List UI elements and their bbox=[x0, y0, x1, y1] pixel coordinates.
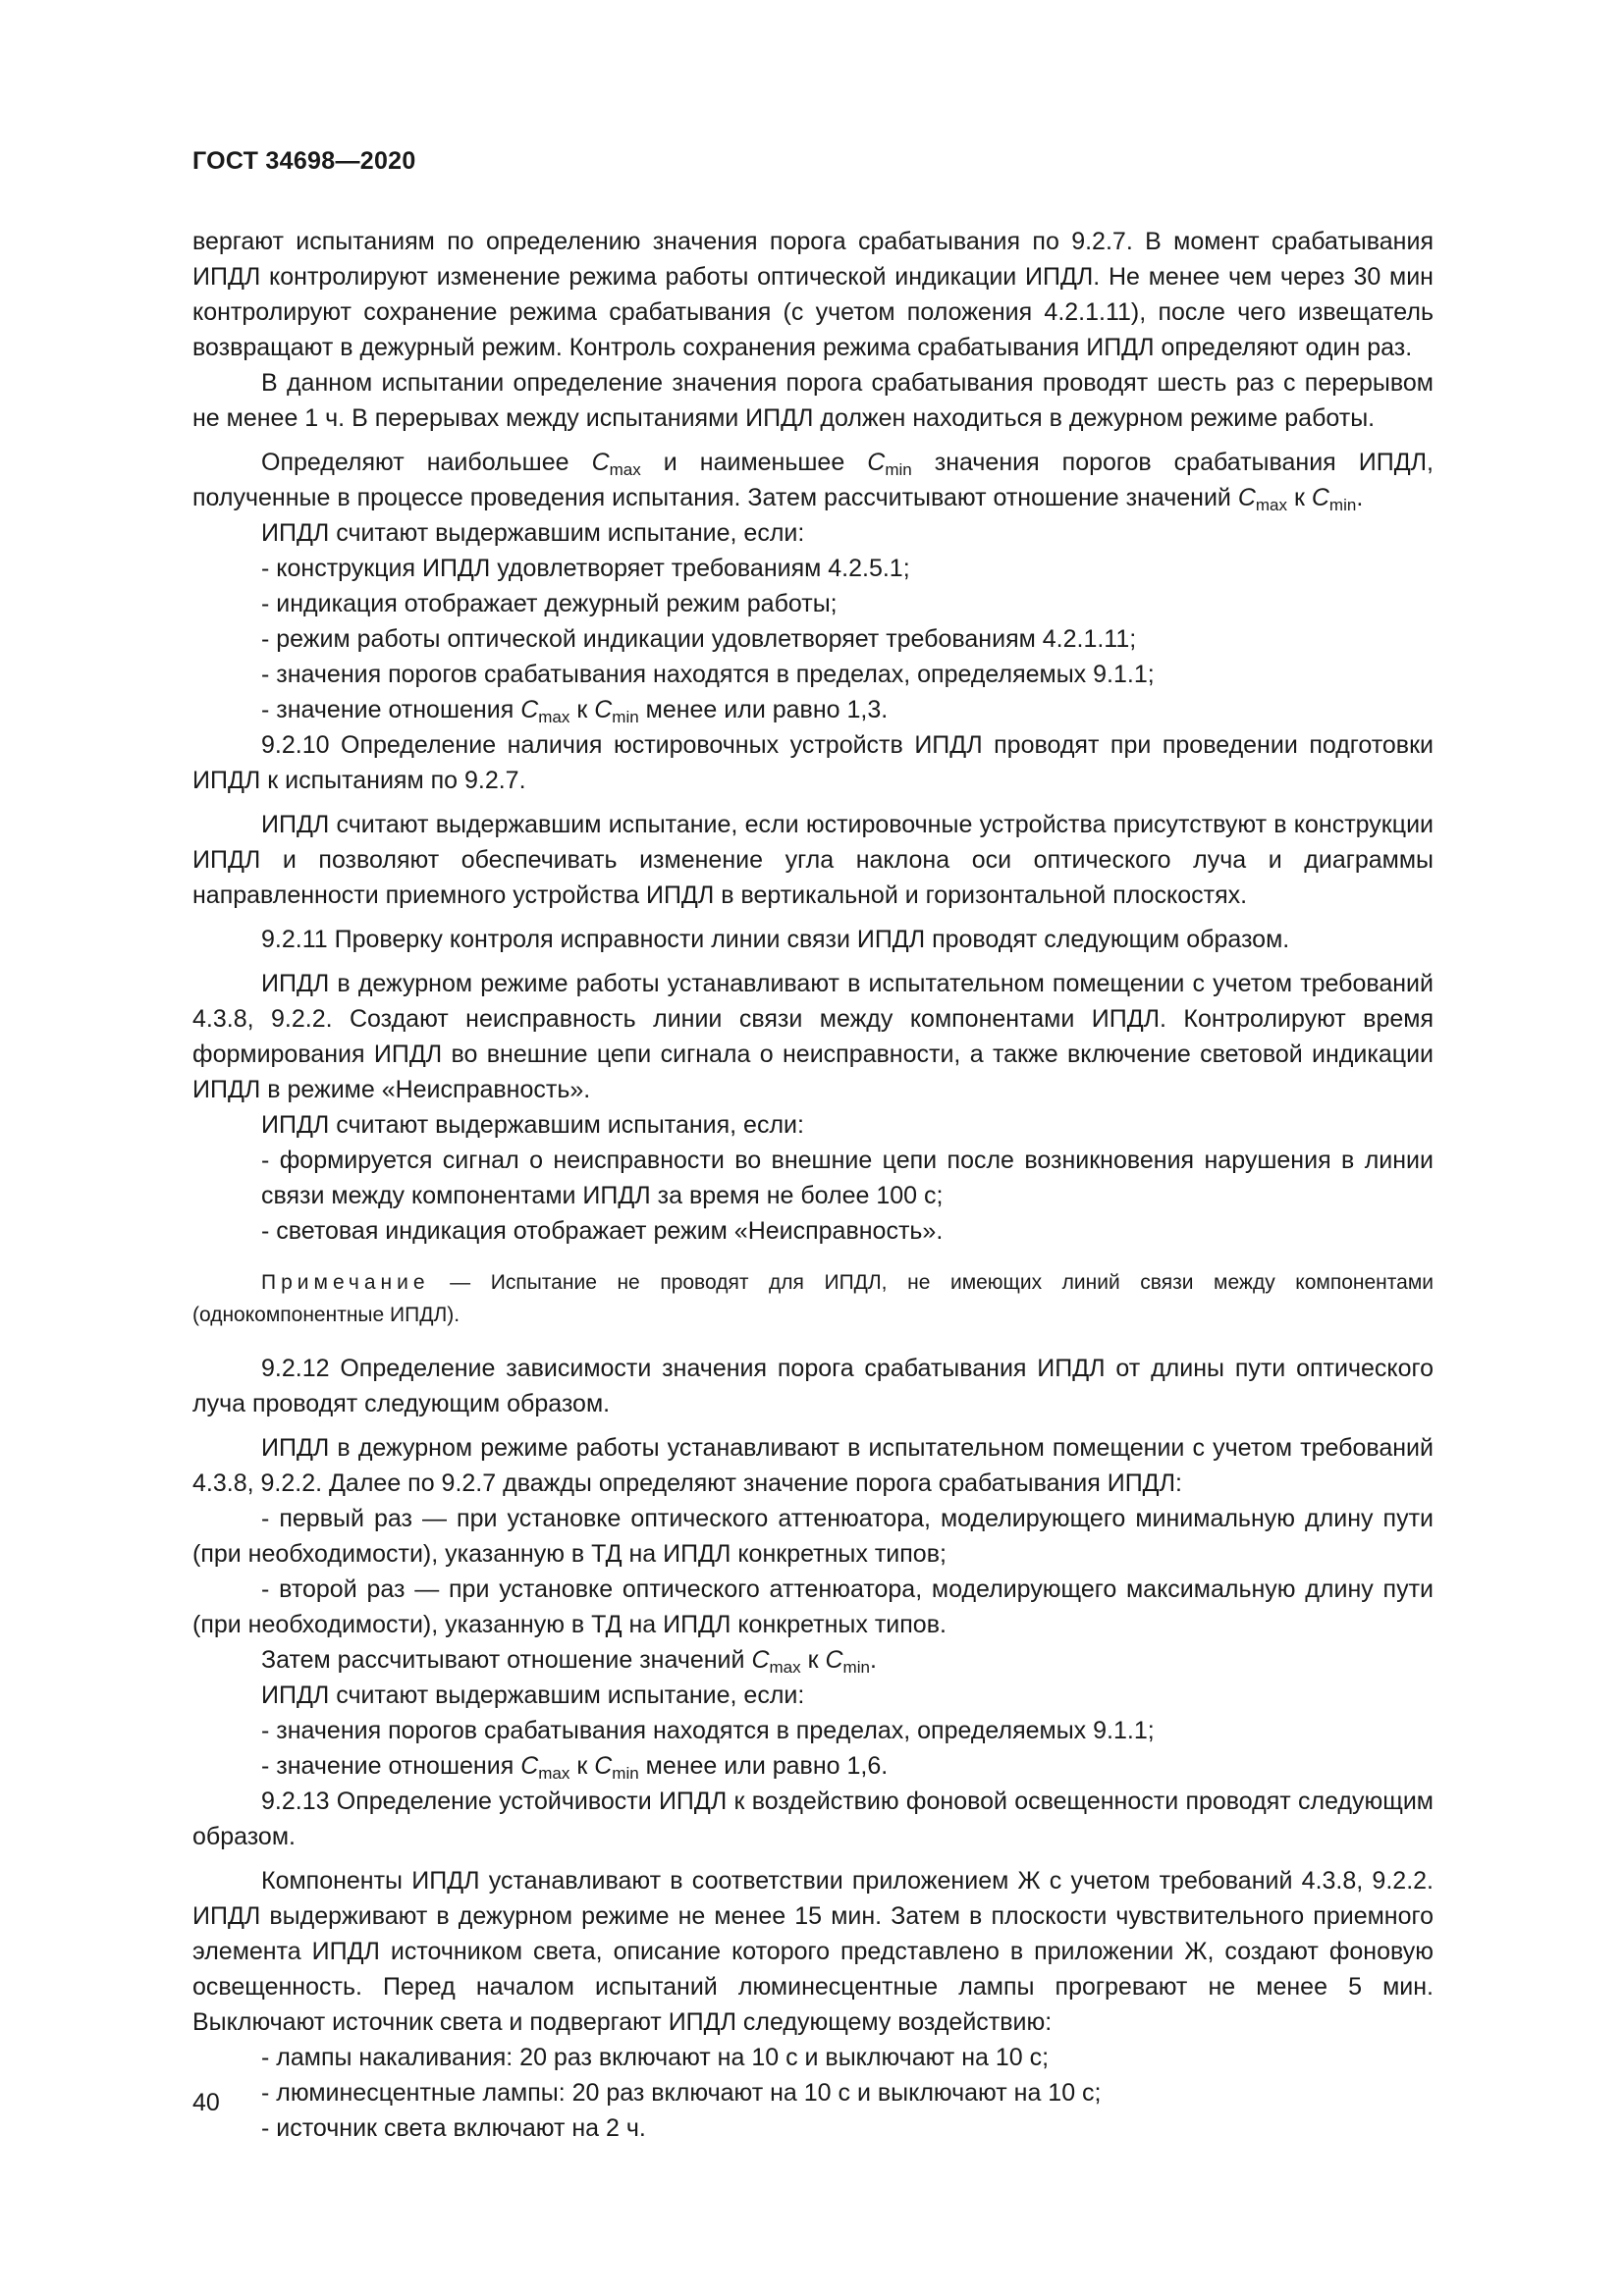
list-item: - источник света включают на 2 ч. bbox=[261, 2114, 646, 2142]
list-item: - первый раз — при установке оптического аттенюатора, моделирующего минимальную длину пути (при необходимости), указанную в ТД на ИПДЛ конкретных типов; bbox=[192, 1505, 1434, 1568]
document-body bbox=[192, 224, 1434, 2146]
paragraph-ratio: Затем рассчитывают отношение значений $C_{max}$ к $C_{min}$. bbox=[261, 1646, 877, 1677]
note-label: Примечание bbox=[261, 1271, 430, 1294]
paragraph: вергают испытаниям по определению значения порога срабатывания по 9.2.7. В момент срабатывания ИПДЛ контролируют изменение режима работы оптической индикации ИПДЛ. Не менее чем через 30 мин контролируют сохранение режима срабатывания (с учетом положения 4.2.1.11), после чего извещатель возвращают в дежурный режим. Контроль сохранения режима срабатывания ИПДЛ определяют один раз. bbox=[192, 228, 1434, 361]
paragraph: ИПДЛ считают выдержавшим испытание, если: bbox=[261, 1682, 805, 1709]
clause-9-2-12: 9.2.12 Определение зависимости значения порога срабатывания ИПДЛ от длины пути оптического луча проводят следующим образом. bbox=[192, 1355, 1434, 1417]
paragraph: ИПДЛ в дежурном режиме работы устанавливают в испытательном помещении с учетом требований 4.3.8, 9.2.2. Далее по 9.2.7 дважды определяют значение порога срабатывания ИПДЛ: bbox=[192, 1434, 1434, 1497]
list-item: - значения порогов срабатывания находятся в пределах, определяемых 9.1.1; bbox=[261, 661, 1155, 688]
list-item: - формируется сигнал о неисправности во внешние цепи после возникновения нарушения в линии связи между компонентами ИПДЛ за время не более 100 с; bbox=[261, 1147, 1434, 1209]
list-item: - люминесцентные лампы: 20 раз включают на 10 с и выключают на 10 с; bbox=[261, 2079, 1102, 2107]
note: Примечание — Испытание не проводят для ИПДЛ, не имеющих линий связи между компонентами (однокомпонентные ИПДЛ). bbox=[192, 1271, 1434, 1326]
list-item: - значение отношения $C_{max}$ к $C_{min}$ менее или равно 1,3. bbox=[261, 696, 889, 726]
document-header: ГОСТ 34698—2020 bbox=[192, 147, 416, 175]
paragraph: Компоненты ИПДЛ устанавливают в соответствии приложением Ж с учетом требований 4.3.8, 9.2.2. ИПДЛ выдерживают в дежурном режиме не менее 15 мин. Затем в плоскости чувствительного приемного элемента ИПДЛ источником света, описание которого представлено в приложении Ж, создают фоновую освещенность. Перед началом испытаний люминесцентные лампы прогревают не менее 5 мин. Выключают источник света и подвергают ИПДЛ следующему воздействию: bbox=[192, 1867, 1434, 2036]
clause-9-2-10: 9.2.10 Определение наличия юстировочных устройств ИПДЛ проводят при проведении подготовки ИПДЛ к испытаниям по 9.2.7. bbox=[192, 731, 1434, 794]
clause-9-2-11: 9.2.11 Проверку контроля исправности линии связи ИПДЛ проводят следующим образом. bbox=[261, 926, 1290, 953]
paragraph: В данном испытании определение значения порога срабатывания проводят шесть раз с перерывом не менее 1 ч. В перерывах между испытаниями ИПДЛ должен находиться в дежурном режиме работы. bbox=[192, 369, 1434, 432]
paragraph: ИПДЛ в дежурном режиме работы устанавливают в испытательном помещении с учетом требований 4.3.8, 9.2.2. Создают неисправность линии связи между компонентами ИПДЛ. Контролируют время формирования ИПДЛ во внешние цепи сигнала о неисправности, а также включение световой индикации ИПДЛ в режиме «Неисправность». bbox=[192, 970, 1434, 1103]
clause-9-2-13: 9.2.13 Определение устойчивости ИПДЛ к воздействию фоновой освещенности проводят следующим образом. bbox=[192, 1788, 1434, 1850]
list-item: - индикация отображает дежурный режим работы; bbox=[261, 590, 838, 617]
list-item: - световая индикация отображает режим «Неисправность». bbox=[261, 1217, 944, 1245]
list-item: - значение отношения $C_{max}$ к $C_{min}$ менее или равно 1,6. bbox=[261, 1752, 889, 1783]
page-number: 40 bbox=[192, 2089, 220, 2116]
paragraph: ИПДЛ считают выдержавшим испытания, если: bbox=[261, 1111, 804, 1139]
list-item: - режим работы оптической индикации удовлетворяет требованиям 4.2.1.11; bbox=[261, 625, 1137, 653]
list-item: - конструкция ИПДЛ удовлетворяет требованиям 4.2.5.1; bbox=[261, 555, 910, 582]
list-item: - второй раз — при установке оптического аттенюатора, моделирующего максимальную длину пути (при необходимости), указанную в ТД на ИПДЛ конкретных типов. bbox=[192, 1575, 1434, 1638]
paragraph-cmax-cmin: Определяют наибольшее $C_{max}$ и наименьшее $C_{min}$ значения порогов срабатывания ИПДЛ, полученные в процессе проведения испытания. Затем рассчитывают отношение значений $C_{max}$ к $C_{min}$. bbox=[192, 449, 1434, 514]
paragraph: ИПДЛ считают выдержавшим испытание, если: bbox=[261, 519, 805, 547]
list-item: - лампы накаливания: 20 раз включают на 10 с и выключают на 10 с; bbox=[261, 2044, 1050, 2071]
list-item: - значения порогов срабатывания находятся в пределах, определяемых 9.1.1; bbox=[261, 1717, 1155, 1744]
paragraph: ИПДЛ считают выдержавшим испытание, если юстировочные устройства присутствуют в конструкции ИПДЛ и позволяют обеспечивать изменение угла наклона оси оптического луча и диаграммы направленности приемного устройства ИПДЛ в вертикальной и горизонтальной плоскостях. bbox=[192, 811, 1434, 909]
